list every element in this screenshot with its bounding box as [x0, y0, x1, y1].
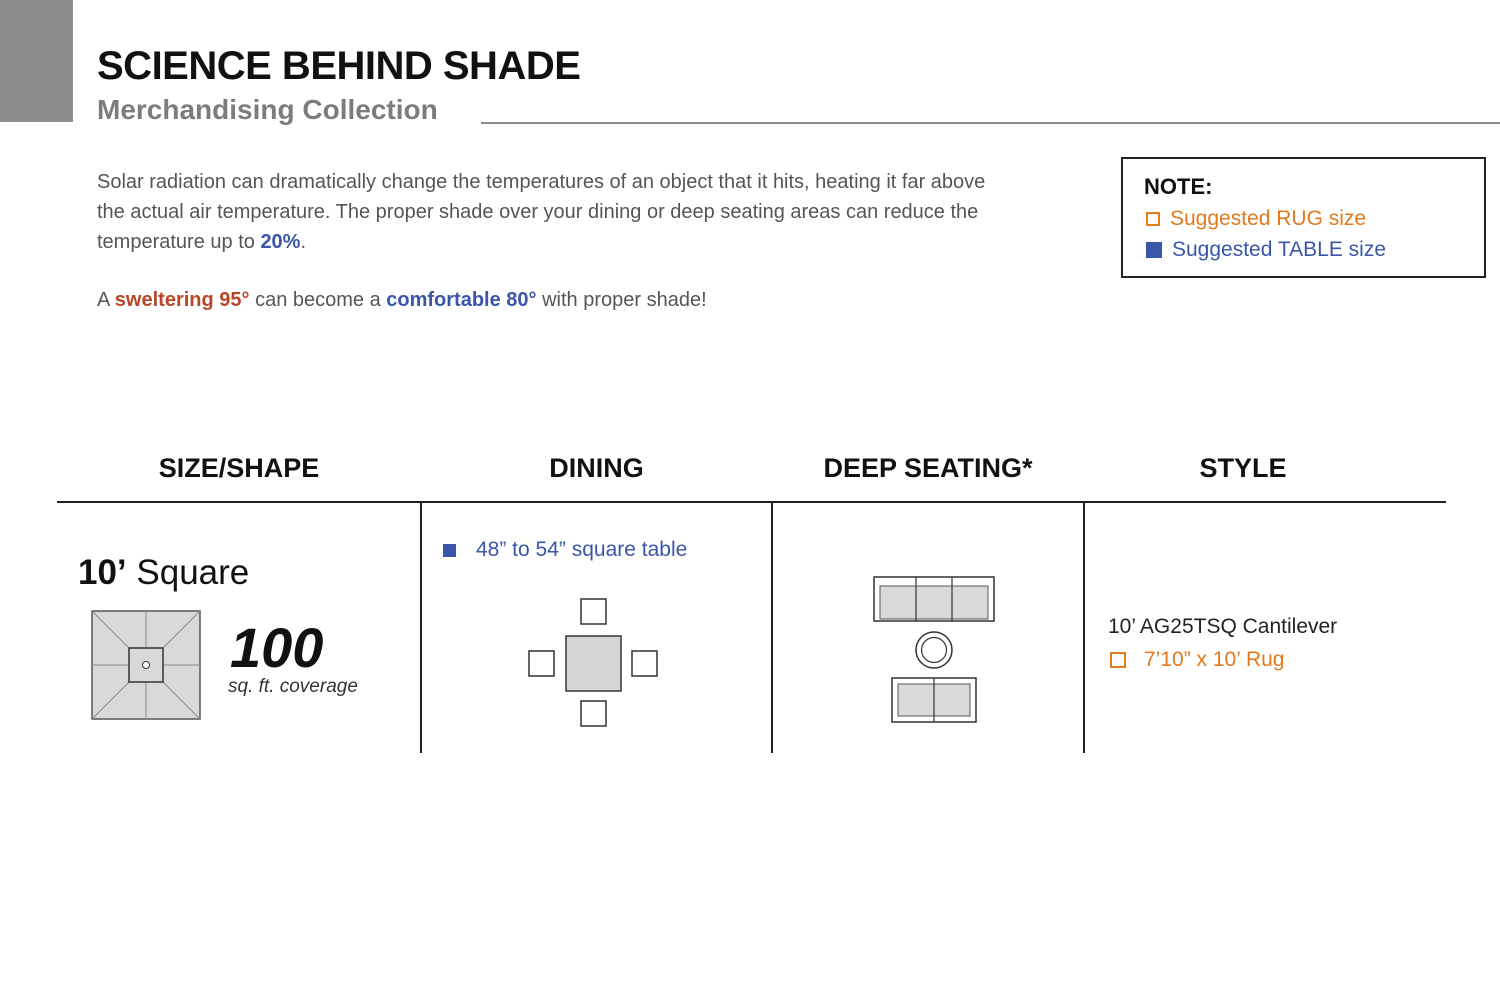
size-shape-label	[78, 553, 249, 593]
column-header-style: STYLE	[1199, 453, 1287, 483]
table-square-filled-icon	[443, 544, 456, 557]
note-box	[1121, 157, 1486, 278]
temp-start: A	[97, 289, 115, 311]
column-header-size-shape: SIZE/SHAPE	[158, 453, 320, 483]
size-value: 10’	[78, 553, 127, 592]
page-subtitle: Merchandising Collection	[97, 94, 438, 125]
coverage-value: 100	[230, 616, 324, 679]
coverage-label: sq. ft. coverage	[228, 676, 358, 697]
style-rug-label: 7’10” x 10’ Rug	[1144, 648, 1285, 671]
note-title: NOTE:	[1144, 174, 1213, 199]
temp-cool: comfortable 80°	[386, 289, 537, 311]
dining-layout-icon	[528, 598, 660, 728]
subtitle-divider	[481, 122, 1500, 124]
note-table-row	[1146, 238, 1386, 262]
dining-spec	[443, 538, 687, 562]
shape-value: Square	[126, 553, 250, 592]
note-table-label: Suggested TABLE size	[1172, 238, 1387, 261]
temperature-statement	[97, 285, 997, 315]
intro-highlight-percent: 20%	[260, 231, 301, 253]
column-header-deep-seating: DEEP SEATING*	[823, 453, 1033, 483]
intro-text: Solar radiation can dramatically change the temperatures of an object that it hits, heating it far above the actual air temperature. The proper shade over your dining or deep seating areas can reduce the temperature up to	[97, 171, 986, 253]
style-name: 10’ AG25TSQ Cantilever	[1108, 615, 1338, 638]
temp-hot: sweltering 95°	[114, 289, 250, 311]
page-title: SCIENCE BEHIND SHADE	[97, 44, 581, 88]
style-rug-row	[1110, 648, 1284, 672]
intro-end: .	[300, 231, 307, 253]
corner-accent-block	[0, 0, 73, 122]
table-square-filled-icon	[1146, 242, 1162, 258]
column-divider	[1083, 502, 1085, 753]
temp-mid: can become a	[249, 289, 387, 311]
note-rug-row	[1146, 207, 1366, 231]
rug-square-outline-icon	[1146, 212, 1160, 226]
dining-spec-label: 48” to 54” square table	[476, 538, 688, 561]
column-divider	[771, 502, 773, 753]
umbrella-canopy-icon	[91, 610, 201, 720]
table-header-rule	[57, 501, 1446, 503]
rug-square-outline-icon	[1110, 652, 1126, 668]
intro-paragraph	[97, 167, 997, 257]
column-divider	[420, 502, 422, 753]
temp-end: with proper shade!	[536, 289, 707, 311]
note-rug-label: Suggested RUG size	[1170, 207, 1367, 230]
column-header-dining: DINING	[549, 453, 644, 483]
deep-seating-layout-icon	[873, 576, 997, 724]
